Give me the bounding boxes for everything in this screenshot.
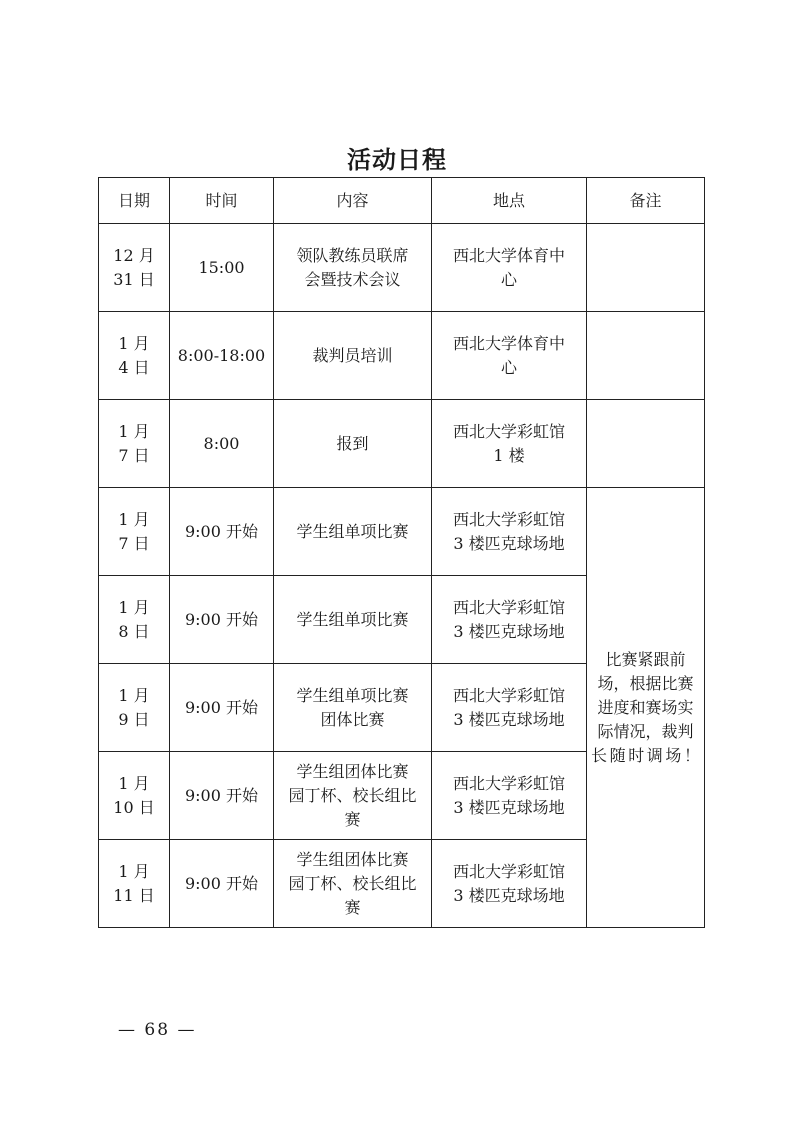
place-cell: 西北大学体育中 心 <box>432 224 587 312</box>
content-cell: 学生组单项比赛 团体比赛 <box>274 664 432 752</box>
place-cell: 西北大学彩虹馆 3 楼匹克球场地 <box>432 840 587 928</box>
time-cell: 9:00 开始 <box>170 752 274 840</box>
time-cell: 8:00 <box>170 400 274 488</box>
place-cell: 西北大学彩虹馆 1 楼 <box>432 400 587 488</box>
schedule-table <box>98 177 705 928</box>
content-cell: 学生组团体比赛 园丁杯、校长组比 赛 <box>274 840 432 928</box>
page-title: 活动日程 <box>347 146 447 174</box>
time-cell: 8:00-18:00 <box>170 312 274 400</box>
time-cell: 9:00 开始 <box>170 840 274 928</box>
header-time: 时间 <box>170 178 274 224</box>
content-cell: 学生组单项比赛 <box>274 576 432 664</box>
date-cell: 1 月 9 日 <box>99 664 170 752</box>
date-cell: 1 月 4 日 <box>99 312 170 400</box>
content-cell: 学生组单项比赛 <box>274 488 432 576</box>
note-cell-empty <box>587 224 705 312</box>
place-cell: 西北大学体育中 心 <box>432 312 587 400</box>
time-cell: 9:00 开始 <box>170 576 274 664</box>
time-cell: 15:00 <box>170 224 274 312</box>
header-row <box>99 178 705 224</box>
note-cell: 比赛紧跟前场，根据比赛进度和赛场实际情况，裁判长随时调场！ <box>587 488 705 928</box>
note-cell-empty <box>587 400 705 488</box>
table-row <box>99 488 705 576</box>
date-cell: 1 月 11 日 <box>99 840 170 928</box>
time-cell: 9:00 开始 <box>170 664 274 752</box>
header-content: 内容 <box>274 178 432 224</box>
content-cell: 裁判员培训 <box>274 312 432 400</box>
date-cell: 1 月 7 日 <box>99 488 170 576</box>
date-cell: 12 月 31 日 <box>99 224 170 312</box>
place-cell: 西北大学彩虹馆 3 楼匹克球场地 <box>432 488 587 576</box>
header-note: 备注 <box>587 178 705 224</box>
table-row <box>99 312 705 400</box>
page-number: — 68 — <box>118 1020 197 1040</box>
content-cell: 领队教练员联席 会暨技术会议 <box>274 224 432 312</box>
time-cell: 9:00 开始 <box>170 488 274 576</box>
note-cell-empty <box>587 312 705 400</box>
content-cell: 学生组团体比赛 园丁杯、校长组比 赛 <box>274 752 432 840</box>
date-cell: 1 月 10 日 <box>99 752 170 840</box>
content-cell: 报到 <box>274 400 432 488</box>
table-row <box>99 400 705 488</box>
header-date: 日期 <box>99 178 170 224</box>
place-cell: 西北大学彩虹馆 3 楼匹克球场地 <box>432 752 587 840</box>
date-cell: 1 月 7 日 <box>99 400 170 488</box>
date-cell: 1 月 8 日 <box>99 576 170 664</box>
place-cell: 西北大学彩虹馆 3 楼匹克球场地 <box>432 664 587 752</box>
table-row <box>99 224 705 312</box>
place-cell: 西北大学彩虹馆 3 楼匹克球场地 <box>432 576 587 664</box>
header-place: 地点 <box>432 178 587 224</box>
